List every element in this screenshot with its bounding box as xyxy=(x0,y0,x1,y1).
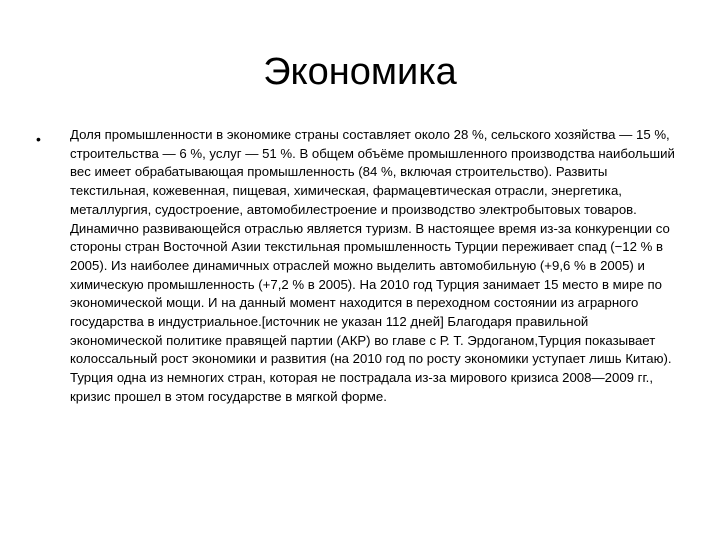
slide-title: Экономика xyxy=(263,51,457,93)
bullet-icon: • xyxy=(36,131,41,147)
slide-content xyxy=(36,126,684,407)
bullet-text: Доля промышленности в экономике страны составляет около 28 %, сельского хозяйства — 15 %, строительства — 6 %, услуг — 51 %. В общем объёме промышленного производства наибольший вес имеет обрабатывающая промышленность (84 %, включая строительство). Развиты текстильная, кожевенная, пищевая, химическая, фармацевтическая отрасли, энергетика, металлургия, судостроение, автомобилестроение и производство электробытовых товаров. Динамично развивающейся отраслью является туризм. В настоящее время из-за конкуренции со стороны стран Восточной Азии текстильная промышленность Турции переживает спад (−12 % в 2005). Из наиболее динамичных отраслей можно выделить автомобильную (+9,6 % в 2005) и химическую промышленность (+7,2 % в 2005). На 2010 год Турция занимает 15 место в мире по экономической мощи. И на данный момент находится в переходном состоянии из аграрного государства в индустриальное.[источник не указан 112 дней] Благодаря правильной экономической политике правящей партии (АКР) во главе с Р. Т. Эрдоганом,Турция показывает колоссальный рост экономики и развития (на 2010 год по росту экономики уступает лишь Китаю). Турция одна из немногих стран, которая не пострадала из-за мирового кризиса 2008—2009 гг., кризис прошел в этом государстве в мягкой форме. xyxy=(70,127,675,404)
bullet-item xyxy=(36,126,684,407)
